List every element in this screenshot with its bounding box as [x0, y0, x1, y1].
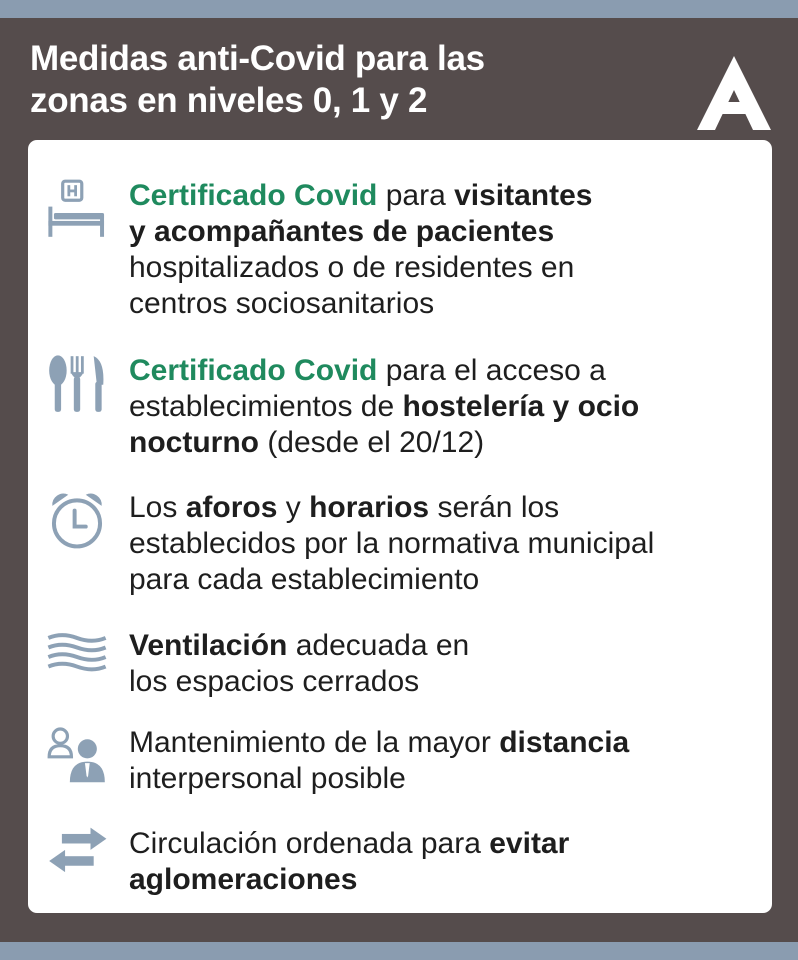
- title-line-2: zonas en niveles 0, 1 y 2: [30, 81, 428, 120]
- text-run: serán los: [429, 491, 560, 524]
- text-run: (desde el 20/12): [258, 426, 485, 459]
- measure-line: [129, 425, 769, 461]
- text-run: Circulación ordenada para: [129, 827, 490, 860]
- highlight-green: Certificado Covid: [129, 179, 378, 212]
- measure-text-distance: [129, 725, 769, 797]
- measure-line: [129, 178, 769, 214]
- text-run: para el acceso a: [377, 354, 606, 387]
- measure-line: [129, 490, 769, 526]
- measure-line: para cada establecimiento: [129, 563, 480, 596]
- measure-text-ventilation: [129, 628, 769, 700]
- alarm-clock-icon: [38, 490, 116, 552]
- measure-text-hospital: [129, 178, 769, 322]
- page-title: [30, 38, 590, 122]
- cutlery-icon: [38, 353, 116, 415]
- text-bold: Ventilación: [129, 629, 288, 662]
- measure-text-capacity: [129, 490, 769, 598]
- people-distance-icon: [38, 725, 116, 787]
- measure-line: [129, 389, 769, 425]
- measure-line: [129, 353, 769, 389]
- highlight-green: Certificado Covid: [129, 354, 378, 387]
- measure-line: los espacios cerrados: [129, 665, 420, 698]
- hospital-bed-icon: [38, 178, 116, 240]
- infographic-panel: [0, 18, 798, 942]
- bottom-bar: [0, 942, 798, 960]
- two-way-arrows-icon: [38, 826, 116, 888]
- text-bold: aforos: [185, 491, 278, 524]
- measure-line: y acompañantes de pacientes: [129, 215, 555, 248]
- measure-text-hospitality: [129, 353, 769, 461]
- measure-line: [129, 725, 769, 761]
- junta-andalucia-logo-icon: [695, 54, 773, 132]
- text-run: Mantenimiento de la mayor: [129, 726, 500, 759]
- text-run: para: [377, 179, 455, 212]
- measure-line: aglomeraciones: [129, 863, 358, 896]
- measure-line: [129, 628, 769, 664]
- text-run: establecimientos de: [129, 390, 403, 423]
- title-line-1: Medidas anti-Covid para las: [30, 39, 485, 78]
- text-bold: distancia: [499, 726, 630, 759]
- text-run: adecuada en: [287, 629, 470, 662]
- measure-text-circulation: [129, 826, 769, 898]
- text-run: Los: [129, 491, 186, 524]
- measure-line: hospitalizados o de residentes en: [129, 251, 575, 284]
- ventilation-waves-icon: [38, 630, 116, 692]
- text-run: y: [277, 491, 310, 524]
- text-bold: evitar: [489, 827, 570, 860]
- measure-line: establecidos por la normativa municipal: [129, 527, 655, 560]
- text-bold: hostelería y ocio: [402, 390, 640, 423]
- text-bold: nocturno: [129, 426, 259, 459]
- measure-line: centros sociosanitarios: [129, 287, 435, 320]
- text-bold: horarios: [309, 491, 430, 524]
- text-bold: visitantes: [454, 179, 593, 212]
- measure-line: interpersonal posible: [129, 762, 406, 795]
- measures-card: [28, 140, 772, 913]
- measure-line: [129, 826, 769, 862]
